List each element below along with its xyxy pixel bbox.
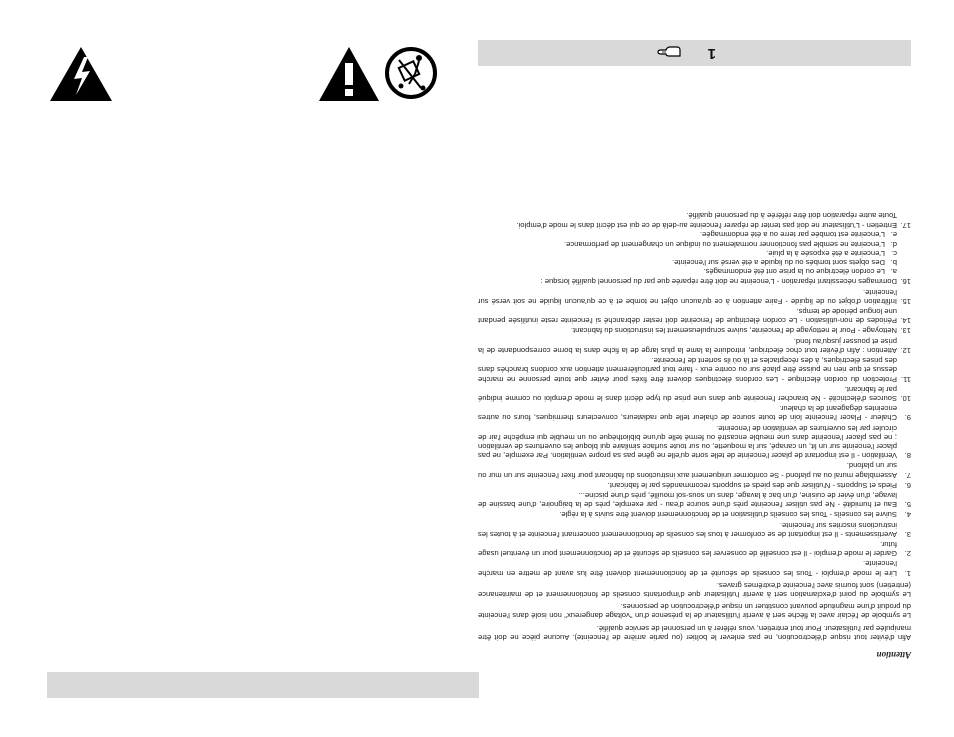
list-item-number: 12.	[900, 345, 911, 355]
right-page-rotated	[478, 40, 911, 665]
list-item-number: 16.	[900, 277, 911, 287]
pointing-hand-icon	[657, 46, 681, 60]
list-item-text: Sources d'électricité - Ne brancher l'enceinte que dans une prise du type décrit dans le mode d'emploi ou comme indiqué par le fabricant.	[478, 384, 897, 403]
list-item	[478, 287, 911, 305]
intro-paragraph: Le symbole du point d'exclamation sert à avertir l'utilisateur que d'importants conseils de fonctionnement et de maintenance (entretien) sont fournis avec l'enceinte d'extrêmes graves.	[478, 580, 911, 599]
sub-list-item-text: L'enceinte ne semble pas fonctionner normalement ou indique un changement de performance.	[563, 239, 885, 249]
list-item	[478, 277, 911, 286]
sub-list-item-text: Des objets sont tombés ou du liquide a été versé sur l'enceinte.	[672, 258, 885, 268]
list-item	[478, 385, 911, 403]
list-item	[478, 461, 911, 479]
intro-paragraph: Afin d'éviter tout risque d'électrocution, ne pas enlever le boîtier (ou partie arrière de l'enceinte). Aucune pièce ne doit être manipulée par l'utilisateur. Pour tout entretien, vous référer à un personnel de service qualifié.	[478, 623, 911, 642]
list-item-number: 14.	[900, 316, 911, 326]
sub-list-item-letter: e.	[890, 230, 897, 240]
damage-sublist	[478, 230, 911, 276]
footer-bar	[47, 672, 479, 698]
list-item-number: 4.	[904, 510, 911, 520]
list-item-text: Suivre les conseils - Tous les conseils d'utilisation et de fonctionnement doivent être suivis à la règle.	[559, 510, 897, 520]
safety-list-end	[478, 221, 911, 230]
list-item: 17. Entretien - L'utilisateur ne doit pas tenter de réparer l'enceinte au-delà de ce qui est décrit dans le mode d'emploi.	[516, 221, 911, 231]
list-item-text: Eau et humidité - Ne pas utiliser l'enceinte près d'une source d'eau - par exemple, près de la baignoire, d'une bassine de lavage, d'un évier de cuisine, d'un bac à lavage, dans un sous-sol mouillé, près d'une piscine...	[478, 490, 897, 510]
list-item	[478, 423, 911, 460]
list-item-text: Pieds et Supports - N'utiliser que des pieds et supports recommandés par le fabricant.	[607, 480, 897, 490]
list-item-text: Nettoyage - Pour le nettoyage de l'enceinte, suivre scrupuleusement les instructions du fabricant.	[570, 326, 897, 336]
sub-list-item	[478, 249, 911, 258]
list-item	[478, 356, 911, 384]
sub-list-item-text: L'enceinte a été exposée à la pluie.	[766, 248, 885, 258]
header-bar	[478, 40, 911, 66]
list-item	[478, 404, 911, 422]
list-item	[478, 520, 911, 538]
sub-list-item	[478, 258, 911, 267]
page-number: 1	[707, 45, 716, 62]
list-item	[478, 540, 911, 558]
safety-text	[478, 64, 911, 665]
intro-paragraphs	[478, 581, 911, 642]
list-item	[478, 559, 911, 577]
list-item-number: 5.	[904, 500, 911, 510]
list-item-text: Assemblage mural ou au plafond - Se conformer uniquement aux instructions du fabricant pour fixer l'enceinte sur un mur ou sur un plafond.	[478, 461, 897, 480]
cart-tip-over-warning-icon	[385, 44, 437, 102]
list-item-text: Périodes de non-utilisation - Le cordon électrique de l'enceinte doit rester débranché si l'enceinte reste inutilisée pendant une longue période de temps.	[478, 307, 897, 326]
safety-list	[478, 277, 911, 577]
sub-list-item-text: L'enceinte est tombée par terre ou a été endommagée.	[699, 230, 885, 240]
list-item	[478, 307, 911, 325]
list-item-text: Dommages nécessitant réparation - L'enceinte ne doit être réparée que par du personnel qualifié lorsque :	[540, 277, 897, 287]
sub-list-item-letter: a.	[890, 267, 897, 277]
sub-list-item-letter: b.	[890, 258, 897, 268]
sub-list-item-letter: d.	[890, 239, 897, 249]
list-item-text: Avertissements - Il est important de se conformer à tous les conseils de fonctionnement concernant l'enceinte et à toutes les instructions inscrites sur l'enceinte.	[478, 520, 897, 539]
list-item-number: 13.	[900, 326, 911, 336]
list-item-number: 6.	[904, 480, 911, 490]
lightning-warning-icon	[48, 45, 114, 103]
list-item	[478, 510, 911, 519]
sub-list-item-text: Le cordon électrique ou la prise ont été endommagés.	[703, 267, 885, 277]
list-item-number: 7.	[904, 470, 911, 480]
list-item-number: 9.	[904, 413, 911, 423]
sub-list-item	[478, 239, 911, 248]
list-item	[478, 481, 911, 490]
page-heading: Attention	[876, 650, 911, 660]
list-item-text: Garder le mode d'emploi - Il est conseillé de conserver les conseils de sécurité et de fonctionnement pour un éventuel usage futur.	[478, 539, 897, 559]
list-item-text: Chaleur - Placer l'enceinte loin de toute source de chaleur telle que radiateurs, convecteurs thermiques, fours ou autres enceintes dégageant de la chaleur.	[478, 404, 897, 423]
list-item	[478, 326, 911, 335]
list-item	[478, 337, 911, 355]
list-item-text: Attention : Afin d'éviter tout choc électrique, introduire la lame la plus large de la fiche dans la borne correspondante de la prise et pousser jusqu'au fond.	[478, 336, 897, 355]
list-item-number: 15.	[900, 296, 911, 306]
list-item-number: 10.	[900, 393, 911, 403]
list-item-number: 1.	[904, 568, 911, 578]
footer-note: Toute autre réparation doit être référée à du personnel qualifié.	[686, 211, 897, 221]
list-item-text: Protection du cordon électrique - Les cordons électriques doivent être fixés pour éviter que toute personne ne marche dessus et que rien ne puisse être placé sur ou contre eux - faire tout particulièrement attention aux cordons branchés dans des prises électriques, à des réceptacles et là où ils sortent de l'enceinte.	[478, 356, 897, 384]
sub-list-item-letter: c.	[891, 248, 897, 258]
exclamation-warning-icon	[317, 45, 381, 103]
list-item-number: 8.	[904, 451, 911, 461]
list-item-number: 3.	[904, 529, 911, 539]
sub-list-item	[478, 267, 911, 276]
sub-list-item	[478, 230, 911, 239]
list-item-number: 2.	[904, 549, 911, 559]
list-item-number: 11.	[901, 374, 911, 384]
intro-paragraph: Le symbole de l'éclair avec la flèche sert à avertir l'utilisateur de la présence d'un "voltage dangereux" non isolé dans l'enceinte du produit d'une magnitude pouvant constituer un risque d'électrocution de personnes.	[478, 602, 911, 621]
list-item	[478, 491, 911, 509]
list-item-text: Lire le mode d'emploi - Tous les conseils de sécurité et de fonctionnement doivent être lus avant de mettre en marche l'enceinte.	[478, 559, 897, 578]
list-item-text: Ventilation - Il est important de placer l'enceinte de telle sorte qu'elle ne gêne pas sa propre ventilation. Par exemple, ne pas placer l'enceinte sur un lit, un canapé, sur la moquette, ou sur toute surface similaire qui bloque les ouvertures de ventilation ; ne pas placer l'enceinte dans une meuble encastré ou fermé telle qu'une bibliothèque ou un meuble qui empêche l'air de circuler par les ouvertures de ventilation de l'enceinte.	[478, 423, 897, 461]
list-item-text: Infiltration d'objet ou de liquide - Faire attention à ce qu'aucun objet ne tombe et à ce qu'aucun liquide ne soit versé sur l'enceinte.	[478, 287, 897, 306]
